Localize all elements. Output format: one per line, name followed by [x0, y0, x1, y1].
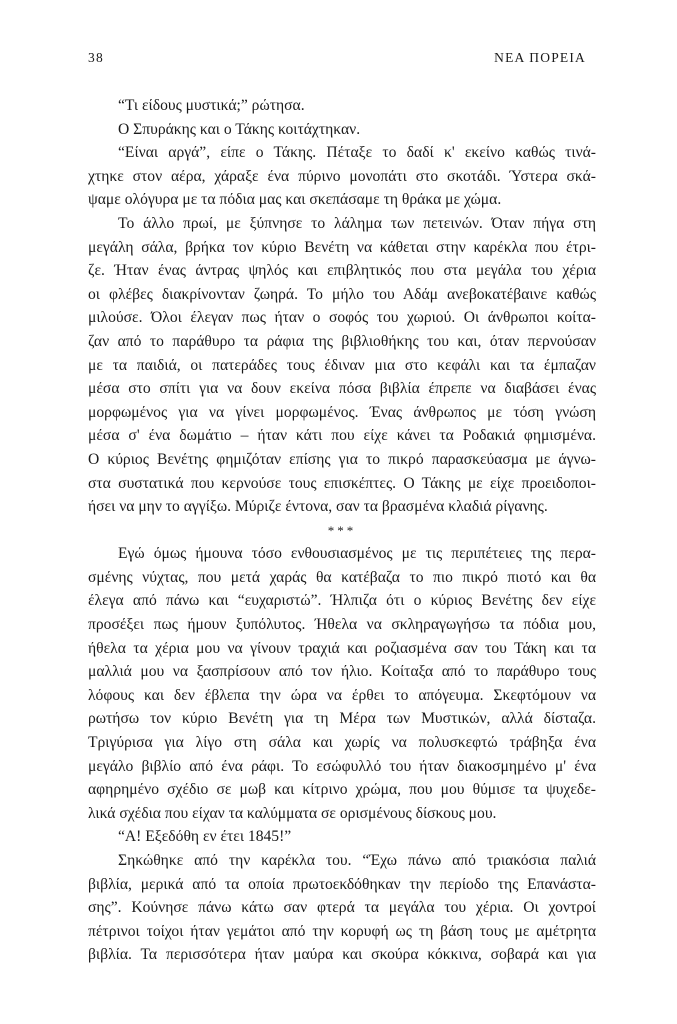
- page-number: 38: [88, 50, 104, 65]
- text-line: στα συστατικά που κερνούσε τους επισκέπτες. Ο Τάκης με είχε προειδοποι-: [88, 474, 596, 492]
- body-text: [88, 94, 596, 967]
- section-separator: ***: [327, 522, 357, 538]
- text-line: μεγάλο βιβλίο από ένα ράφι. Το εσώφυλλό του ήταν διακοσμημένο μ' ένα: [88, 757, 596, 775]
- text-line: ζε. Ήταν ένας άντρας ψηλός και επιβλητικός που στα μεγάλα του χέρια: [88, 262, 596, 280]
- text-line: Ο Σπυράκης και ο Τάκης κοιτάχτηκαν.: [118, 120, 361, 138]
- text-line: με τα παιδιά, οι πατεράδες τους έδιναν μια στο κεφάλι και τα έμπαζαν: [88, 356, 596, 374]
- text-line: Ο κύριος Βενέτης φημιζόταν επίσης για το πικρό παρασκεύασμα με άγνω-: [88, 450, 596, 468]
- text-line: ζαν από το παράθυρο τα ράφια της βιβλιοθήκης του και, όταν περνούσαν: [88, 332, 596, 350]
- text-line: “Τι είδους μυστικά;” ρώτησα.: [118, 97, 305, 114]
- text-line: Το άλλο πρωί, με ξύπνησε το λάλημα των πετεινών. Όταν πήγα στη: [118, 214, 596, 232]
- text-line: λικά σχέδια που είχαν τα καλύμματα σε ορισμένους δίσκους μου.: [88, 804, 497, 822]
- text-line: αφηρημένο σχέδιο σε μωβ και κίτρινο χρώμα, που μου θύμισε τα ψυχεδε-: [88, 781, 596, 799]
- text-line: προσέξει πως ήμουν ξυπόλυτος. Ήθελα να σκληραγωγήσω τα πόδια μου,: [88, 616, 596, 634]
- text-line: σης”. Κούνησε πάνω κάτω σαν φτερά τα μεγάλα του χέρια. Οι χοντροί: [88, 899, 596, 917]
- text-line: πέτρινοι τοίχοι ήταν γεμάτοι από την κορυφή ως τη βάση τους με αμέτρητα: [88, 922, 596, 940]
- text-line: μορφωμένος για να γίνει μορφωμένος. Ένας άνθρωπος με τόση γνώση: [88, 403, 596, 421]
- page-header: [88, 50, 586, 66]
- text-line: έλεγα από πάνω και “ευχαριστώ”. Ήλπιζα ότι ο κύριος Βενέτης δεν είχε: [88, 592, 596, 610]
- text-line: μέσα σ' ένα δωμάτιο – ήταν κάτι που είχε κάνει τα Ροδακιά φημισμένα.: [88, 427, 596, 445]
- text-line: ρωτήσω τον κύριο Βενέτη για τη Μέρα των Μυστικών, αλλά δίσταζα.: [88, 710, 596, 728]
- text-line: βιβλία. Τα περισσότερα ήταν μαύρα και σκούρα κόκκινα, σοβαρά και για: [88, 946, 596, 964]
- text-line: Τριγύρισα για λίγο στη σάλα και χωρίς να πολυσκεφτώ τράβηξα ένα: [88, 734, 596, 752]
- text-line: “Α! Εξεδόθη εν έτει 1845!”: [118, 828, 292, 846]
- text-line: βιβλία, μερικά από τα οποία πρωτοεκδόθηκαν την περίοδο της Επανάστα-: [88, 875, 596, 893]
- text-line: μεγάλη σάλα, βρήκα τον κύριο Βενέτη να κάθεται στην καρέκλα που έτρι-: [88, 238, 596, 256]
- text-line: μιλούσε. Όλοι έλεγαν πως ήταν ο σοφός του χωριού. Οι άνθρωποι κοίτα-: [88, 309, 596, 327]
- text-line: λόφους και δεν έβλεπα την ώρα να έρθει το απόγευμα. Σκεφτόμουν να: [88, 686, 596, 704]
- text-line: χτηκε στον αέρα, χάραξε ένα πύρινο μονοπάτι στο σκοτάδι. Ύστερα σκά-: [88, 167, 596, 185]
- text-line: Σηκώθηκε από την καρέκλα του. “Έχω πάνω από τριακόσια παλιά: [118, 852, 596, 869]
- text-line: ήσει να μην το αγγίξω. Μύριζε έντονα, σαν τα βρασμένα κλαδιά ρίγανης.: [88, 498, 548, 516]
- running-title: ΝΕΑ ΠΟΡΕΙΑ: [494, 50, 586, 65]
- text-line: οι φλέβες διακρίνονταν ζωηρά. Το μήλο του Αδάμ ανεβοκατέβαινε καθώς: [88, 285, 596, 303]
- text-line: “Είναι αργά”, είπε ο Τάκης. Πέταξε το δαδί κ' εκείνο καθώς τινά-: [118, 144, 596, 162]
- text-line: μαλλιά μου να ξασπρίσουν από τον ήλιο. Κοίταξα από το παράθυρο τους: [88, 663, 596, 681]
- text-line: σμένης νύχτας, που μετά χαράς θα κατέβαζα το πιο πικρό πιοτό και θα: [88, 568, 596, 586]
- text-line: μέσα στο σπίτι για να δουν εκείνα πόσα βιβλία έπρεπε να διαβάσει ένας: [88, 380, 596, 398]
- text-line: ήθελα τα χέρια μου να γίνουν τραχιά και ροζιασμένα σαν του Τάκη και τα: [88, 639, 596, 657]
- text-line: Εγώ όμως ήμουνα τόσο ενθουσιασμένος με τις περιπέτειες της περα-: [118, 545, 596, 563]
- text-line: ψαμε ολόγυρα με τα πόδια μας και σκεπάσαμε τη θράκα με χώμα.: [88, 191, 502, 209]
